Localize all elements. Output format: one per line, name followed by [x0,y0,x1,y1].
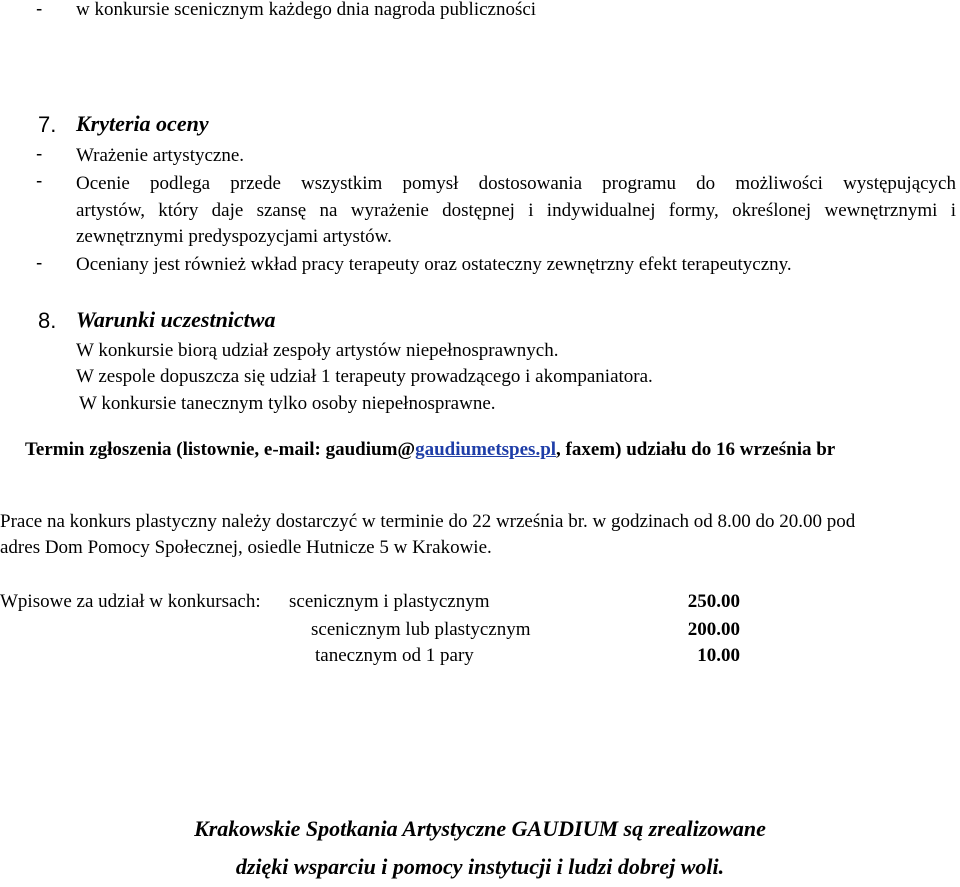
fee-row3-amount: 10.00 [697,645,740,666]
top-bullet: - [36,0,43,20]
section7-title: Kryteria oceny [76,111,209,136]
delivery-line2: adres Dom Pomocy Społecznej, osiedle Hutnicze 5 w Krakowie. [0,537,492,558]
footer-line1: Krakowskie Spotkania Artystyczne GAUDIUM są zrealizowane [194,816,766,841]
section8-number: 8. [38,308,57,333]
section7-item2-line1: Ocenie podlega przede wszystkim pomysł dostosowania programu do możliwości występujących [76,173,956,194]
fee-row1-label: scenicznym i plastycznym [289,591,490,612]
fee-row1-amount: 250.00 [687,591,740,612]
section8-line1: W konkursie biorą udział zespoły artystów niepełnosprawnych. [76,340,559,361]
section7-item3-text: Oceniany jest również wkład pracy terapeuty oraz ostateczny zewnętrzny efekt terapeutyczny. [76,254,792,275]
section7-item1-bullet: - [36,144,43,165]
deadline-after-link: , faxem) udziału do 16 września br [556,439,836,460]
section7-number: 7. [38,112,57,137]
section8-title: Warunki uczestnictwa [76,307,276,332]
fees-intro: Wpisowe za udział w konkursach: [0,591,261,612]
section8-line3: W konkursie tanecznym tylko osoby niepełnosprawne. [79,393,496,414]
section7-item2-bullet: - [36,171,43,192]
footer-line2: dzięki wsparciu i pomocy instytucji i ludzi dobrej woli. [235,854,725,879]
section7-item3-bullet: - [36,253,43,274]
section8-line2: W zespole dopuszcza się udział 1 terapeuty prowadzącego i akompaniatora. [76,366,653,387]
top-line-text: w konkursie scenicznym każdego dnia nagroda publiczności [76,0,537,20]
fee-row3-label: tanecznym od 1 pary [315,645,474,666]
section7-item2-line3: zewnętrznymi predyspozycjami artystów. [76,226,392,247]
website-link[interactable]: gaudiumetspes.pl [415,439,557,460]
fee-row2-amount: 200.00 [687,619,740,640]
fee-row2-label: scenicznym lub plastycznym [311,619,531,640]
section7-item2-line2: artystów, który daje szansę na wyrażenie dostępnej i indywidualnej formy, określonej wewnętrznymi i [76,200,956,221]
deadline-line [25,440,835,459]
deadline-before-link: Termin zgłoszenia (listownie, e-mail: gaudium@ [25,439,416,460]
delivery-line1: Prace na konkurs plastyczny należy dostarczyć w terminie do 22 września br. w godzinach od 8.00 do 20.00 pod [0,511,856,532]
section7-item1-text: Wrażenie artystyczne. [76,145,245,166]
